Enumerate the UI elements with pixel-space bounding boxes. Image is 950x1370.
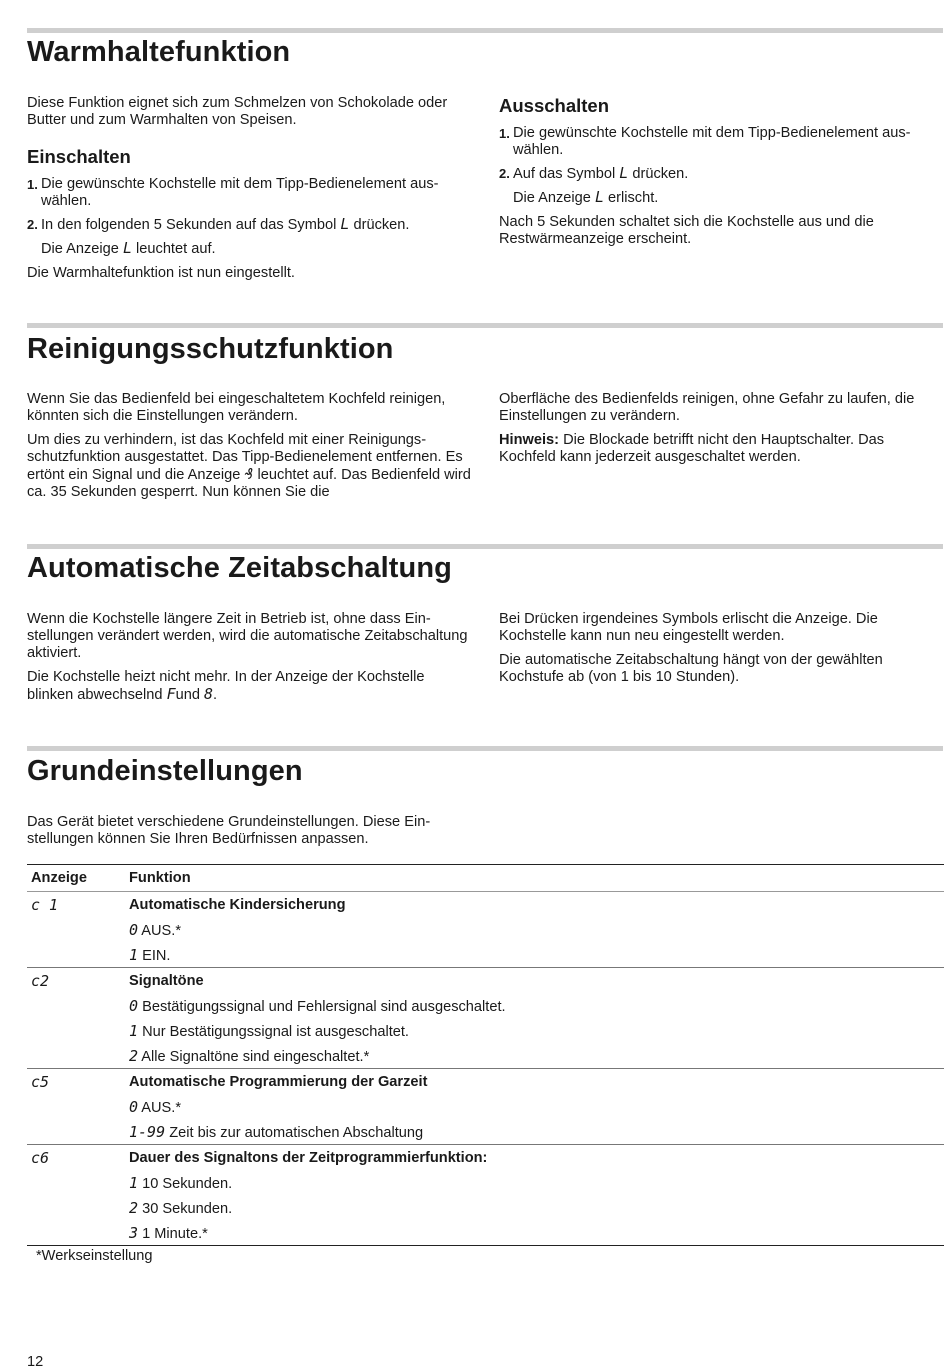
option-value: 2 [129,1198,139,1217]
sub-text: leuchtet auf. [136,241,216,257]
step-number: 1. [499,126,510,141]
reinigung-left-column [27,391,472,508]
section-divider [27,746,943,751]
grundeinstellungen-intro: Das Gerät bietet verschiedene Grundeinstellungen. Diese Einstellungen können Sie Ihren Bedürfnissen anpassen. [27,814,431,847]
table-row [27,1145,944,1171]
cleaning-lock-icon: ₰ [244,465,254,483]
table-row [27,942,944,968]
setting-code: c5 [31,1072,50,1091]
page-number: 12 [27,1354,44,1370]
option-text: AUS.* [141,1099,182,1116]
heading-warmhaltefunktion: Warmhaltefunktion [27,36,291,68]
step-text: In den folgenden 5 Sekunden auf das Symbol [41,217,337,233]
reinigung-p2 [27,432,472,501]
step-text: Die gewünschte Kochstelle mit dem Tipp-Bedienelement auswählen. [513,125,911,158]
step-2-result [499,189,944,207]
table-row [27,1043,944,1069]
option-value: 0 [129,996,139,1015]
sub-text: erlischt. [608,190,659,206]
reinigung-p2-text: Um dies zu verhindern, ist das Kochfeld mit einer Reinigungsschutzfunktion ausgestattet. Das Tipp-Bedienelement entfernen. Es ertönt ein Signal und die Anzeige [27,432,463,483]
table-row [27,1195,944,1220]
warmhalte-left-column [27,95,477,136]
table-row [27,1170,944,1195]
ausschalten-result: Nach 5 Sekunden schaltet sich die Kochstelle aus und die Restwärmeanzeige erscheint. [499,214,874,247]
step-2-result [27,240,477,258]
reinigung-p2-text: leuchtet auf. Das Bedienfeld wird ca. 35 Sekunden gesperrt. Nun können Sie die [27,467,471,500]
section-divider [27,28,943,33]
option-text: AUS.* [141,922,182,939]
section-divider [27,544,943,549]
step-1 [27,176,477,210]
setting-title: Automatische Programmierung der Garzeit [125,1069,944,1095]
option-text: Alle Signaltöne sind eingeschaltet.* [141,1048,370,1065]
heading-ausschalten: Ausschalten [499,95,610,116]
display-f-icon: F [166,685,176,703]
zeitabschaltung-p3: Bei Drücken irgendeines Symbols erlischt die Anzeige. Die Kochstelle kann nun neu eingestellt werden. [499,611,878,644]
table-row [27,1220,944,1246]
footnote: *Werkseinstellung [36,1248,153,1264]
ausschalten-steps [499,125,944,255]
zeitabschaltung-p4: Die automatische Zeitabschaltung hängt von der gewählten Kochstufe ab (von 1 bis 10 Stunden). [499,652,883,685]
table-header-row [27,865,944,892]
option-text: Nur Bestätigungssignal ist ausgeschaltet. [142,1023,409,1040]
reinigung-note [499,432,939,466]
step-2 [27,216,477,234]
heading-einschalten: Einschalten [27,146,131,167]
column-header-funktion: Funktion [125,865,944,892]
einschalten-steps [27,176,477,289]
setting-code: c6 [31,1148,50,1167]
column-header-anzeige: Anzeige [27,865,125,892]
zeitabschaltung-p2-text: . [213,687,218,703]
warmhalte-symbol-icon: L [619,164,629,182]
zeitabschaltung-p2-text: und [175,687,200,703]
table-row [27,1094,944,1119]
einschalten-result: Die Warmhaltefunktion ist nun eingestellt. [27,265,295,281]
option-text: 10 Sekunden. [142,1175,233,1192]
heading-automatische-zeitabschaltung: Automatische Zeitabschaltung [27,552,452,584]
reinigung-right-column [499,391,939,473]
reinigung-p3: Oberfläche des Bedienfelds reinigen, ohne Gefahr zu laufen, die Einstellungen zu verändern. [499,391,915,424]
option-value: 1 [129,945,139,964]
sub-text: Die Anzeige [41,241,119,257]
setting-code: c 1 [31,895,59,914]
note-text: Die Blockade betrifft nicht den Hauptschalter. Das Kochfeld kann jederzeit ausgeschaltet werden. [499,432,885,465]
option-text: EIN. [142,947,171,964]
sub-text: Die Anzeige [513,190,591,206]
table-row [27,917,944,942]
setting-title: Signaltöne [125,968,944,994]
step-text: drücken. [353,217,410,233]
reinigung-p1: Wenn Sie das Bedienfeld bei eingeschaltetem Kochfeld reinigen, könnten sich die Einstellungen verändern. [27,391,446,424]
warmhalte-display-icon: L [594,188,604,206]
option-text: 30 Sekunden. [142,1200,233,1217]
table-row [27,1018,944,1043]
step-number: 2. [499,166,510,181]
settings-table [27,864,944,1246]
table-row [27,993,944,1018]
warmhalte-intro: Diese Funktion eignet sich zum Schmelzen von Schokolade oder Butter und zum Warmhalten von Speisen. [27,95,448,128]
setting-title: Automatische Kindersicherung [125,892,944,918]
option-value: 1-99 [129,1122,166,1141]
section-divider [27,323,943,328]
option-text: Zeit bis zur automatischen Abschaltung [169,1124,424,1141]
table-row [27,1119,944,1145]
step-number: 2. [27,217,38,232]
option-value: 0 [129,920,139,939]
zeitabschaltung-p2 [27,669,472,704]
note-label: Hinweis: [499,432,560,448]
zeitabschaltung-right-column [499,611,939,693]
step-number: 1. [27,177,38,192]
option-value: 3 [129,1223,139,1242]
option-text: Bestätigungssignal und Fehlersignal sind ausgeschaltet. [142,998,506,1015]
step-1 [499,125,944,159]
table-row [27,1069,944,1095]
step-text: Die gewünschte Kochstelle mit dem Tipp-Bedienelement auswählen. [41,176,439,209]
warmhalte-display-icon: L [122,239,132,257]
option-value: 1 [129,1021,139,1040]
option-value: 2 [129,1046,139,1065]
heading-reinigungsschutzfunktion: Reinigungsschutzfunktion [27,333,394,365]
step-text: Auf das Symbol [513,166,616,182]
grundeinstellungen-intro-column [27,814,472,855]
option-value: 0 [129,1097,139,1116]
step-text: drücken. [632,166,689,182]
option-value: 1 [129,1173,139,1192]
display-8-icon: 8 [204,685,214,703]
zeitabschaltung-left-column [27,611,472,711]
heading-grundeinstellungen: Grundeinstellungen [27,755,303,787]
step-2 [499,165,944,183]
table-row [27,892,944,918]
warmhalte-symbol-icon: L [340,215,350,233]
zeitabschaltung-p1: Wenn die Kochstelle längere Zeit in Betrieb ist, ohne dass Einstellungen verändert werden, wird die automatische Zeitabschaltung aktiviert. [27,611,468,661]
setting-code: c2 [31,971,50,990]
setting-title: Dauer des Signaltons der Zeitprogrammierfunktion: [125,1145,944,1171]
zeitabschaltung-p2-text: Die Kochstelle heizt nicht mehr. In der Anzeige der Kochstelle blinken abwechselnd [27,669,425,703]
option-text: 1 Minute.* [142,1225,208,1242]
table-row [27,968,944,994]
